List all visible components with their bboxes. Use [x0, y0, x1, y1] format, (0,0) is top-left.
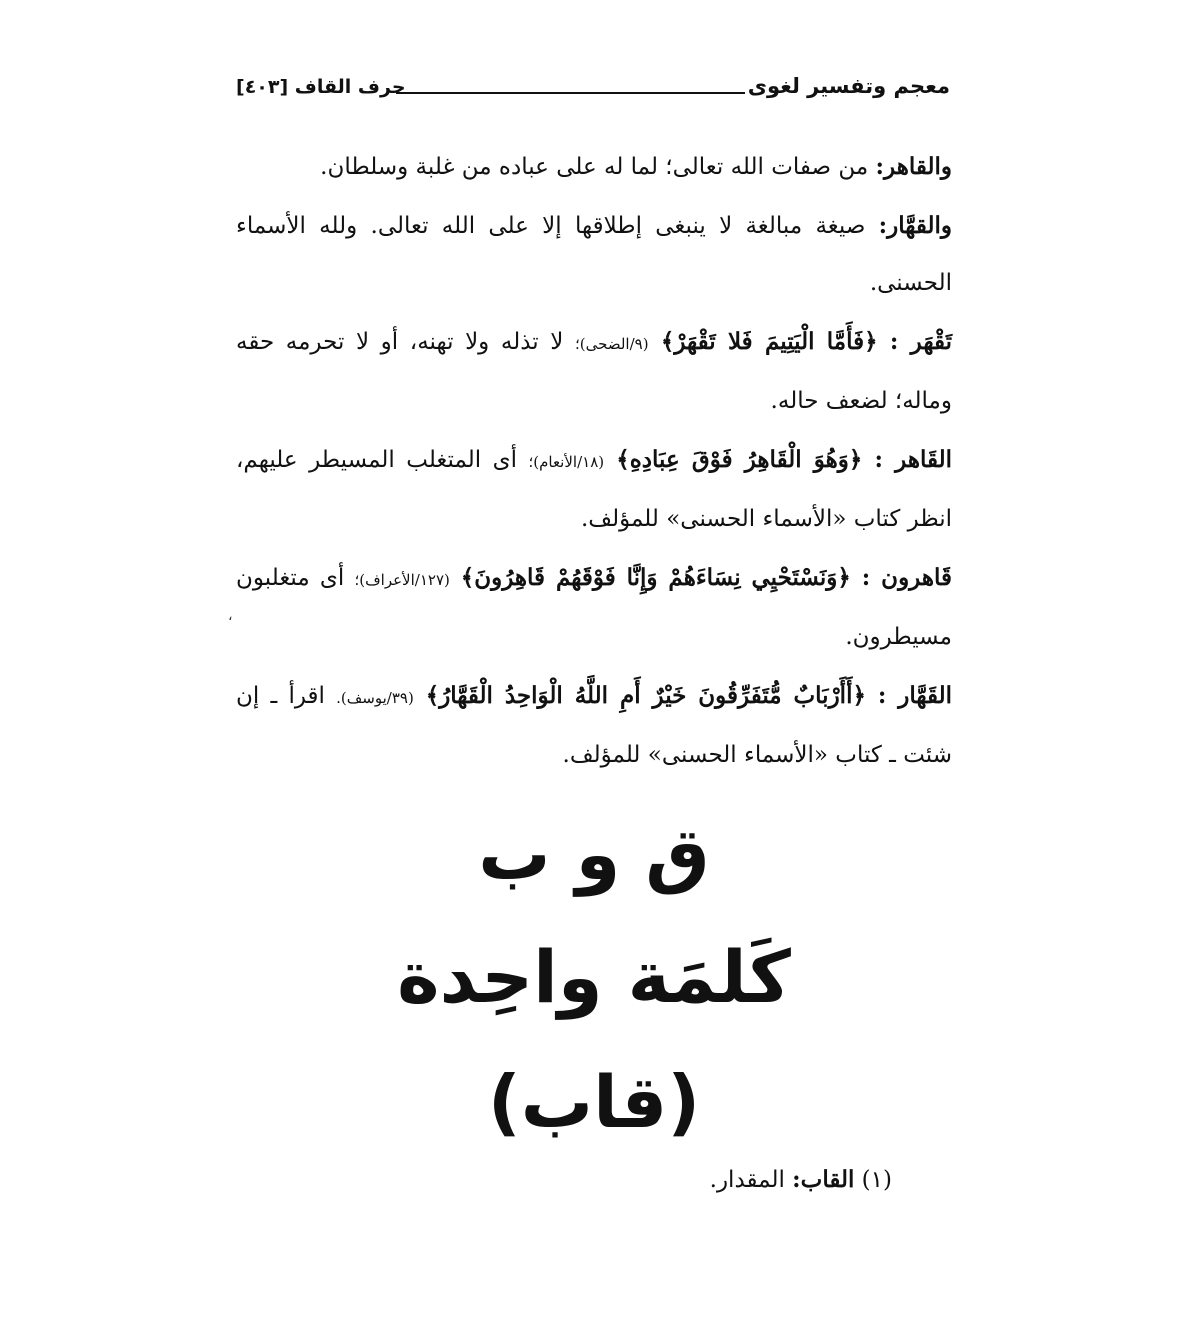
- entry-verse: ﴿وَهُوَ الْقَاهِرُ فَوْقَ عِبَادِهِ﴾: [604, 446, 875, 473]
- entry-term: تَقْهَر :: [889, 328, 952, 355]
- entry-term: القاب:: [792, 1166, 855, 1193]
- section-root-letters: ق و ب: [478, 812, 710, 896]
- entry-taqhar: [236, 313, 952, 430]
- entry-reference: (١٨/الأنعام)؛: [528, 453, 605, 471]
- entry-qahirun: [236, 549, 952, 666]
- entry-term: القَهَّار :: [877, 682, 953, 709]
- header-rule: [396, 92, 745, 94]
- header-book-title: معجم وتفسير لغوى: [747, 74, 950, 98]
- entry-alqahhar-verse: [236, 667, 952, 784]
- entry-term: قَاهرون :: [861, 564, 953, 591]
- entry-term: والقهَّار:: [878, 212, 952, 239]
- entry-text: أى متغلبون مسيطرون.: [236, 565, 952, 650]
- section-headword: (قاب): [487, 1060, 701, 1144]
- entry-verse: ﴿أَأَرْبَابٌ مُّتَفَرِّقُونَ خَيْرٌ أَمِ اللَّهُ الْوَاحِدُ الْقَهَّارُ﴾: [413, 682, 878, 709]
- entry-alqahhar: [236, 197, 952, 312]
- entry-term: والقاهر:: [875, 153, 952, 180]
- entry-verse: ﴿فَأَمَّا الْيَتِيمَ فَلا تَقْهَرْ﴾: [648, 328, 890, 355]
- entry-reference: (٣٩/يوسف).: [336, 689, 414, 707]
- entry-text: لا تذله ولا تهنه، أو لا تحرمه حقه وماله؛ لضعف حاله.: [236, 329, 952, 414]
- entry-alqahir-verse: [236, 431, 952, 548]
- entry-term: القَاهر :: [874, 446, 953, 473]
- entry-text: صيغة مبالغة لا ينبغى إطلاقها إلا على الله تعالى. ولله الأسماء الحسنى.: [236, 213, 952, 296]
- entry-reference: (١٢٧/الأعراف)؛: [354, 571, 450, 589]
- header-section: حرف القاف [٤٠٣]: [236, 76, 406, 98]
- entry-alqab: [710, 1166, 892, 1193]
- entry-text: من صفات الله تعالى؛ لما له على عباده من غلبة وسلطان.: [320, 154, 876, 180]
- entry-alqahir: [236, 138, 952, 196]
- entry-reference: (٩/الضحى)؛: [575, 335, 649, 353]
- entry-text: اقرأ ـ إن شئت ـ كتاب «الأسماء الحسنى» للمؤلف.: [236, 683, 952, 768]
- entry-verse: ﴿وَنَسْتَحْيِي نِسَاءَهُمْ وَإِنَّا فَوْقَهُمْ قَاهِرُونَ﴾: [449, 564, 862, 591]
- entry-text: أى المتغلب المسيطر عليهم، انظر كتاب «الأسماء الحسنى» للمؤلف.: [236, 447, 952, 532]
- entries-body: [236, 138, 952, 785]
- scan-speck: ،: [228, 608, 233, 624]
- entry-number: (١): [861, 1167, 892, 1193]
- entry-text: المقدار.: [709, 1167, 793, 1193]
- section-word-count: كَلمَة واحِدة: [397, 935, 791, 1019]
- running-header: [236, 72, 950, 108]
